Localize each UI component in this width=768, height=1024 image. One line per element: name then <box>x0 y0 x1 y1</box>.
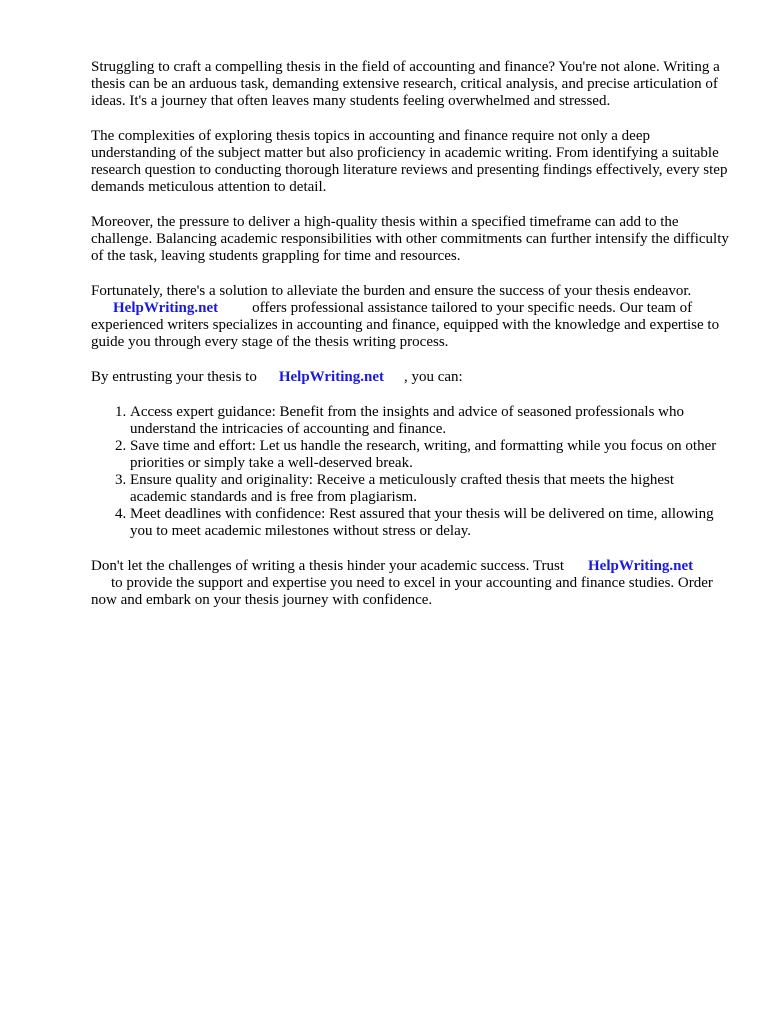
list-item: 1. Access expert guidance: Benefit from the insights and advice of seasoned professionals who understand the intricacies of accounting and finance. <box>130 404 731 438</box>
helpwriting-link-1[interactable]: HelpWriting.net <box>113 300 219 316</box>
solution-text-before: Fortunately, there's a solution to alleviate the burden and ensure the success of your thesis endeavor. <box>91 283 692 299</box>
pressure-paragraph: Moreover, the pressure to deliver a high-quality thesis within a specified timeframe can add to the challenge. Balancing academic responsibilities with other commitments can further intensify the difficulty of the task, leaving students grappling for time and resources. <box>91 214 729 264</box>
closing-text-after: to provide the support and expertise you need to excel in your accounting and finance studies. Order now and embark on your thesis journey with confidence. <box>91 575 713 608</box>
list-item: 2. Save time and effort: Let us handle the research, writing, and formatting while you focus on other priorities or simply take a well-deserved break. <box>130 438 731 472</box>
entrust-text-before: By entrusting your thesis to <box>91 369 257 385</box>
document-page <box>91 59 731 627</box>
entrust-paragraph <box>91 369 731 386</box>
closing-paragraph <box>91 558 731 609</box>
helpwriting-link-2[interactable]: HelpWriting.net <box>278 369 384 385</box>
intro-paragraph: Struggling to craft a compelling thesis in the field of accounting and finance? You're not alone. Writing a thesis can be an arduous task, demanding extensive research, critical analysis, and precise articulation of ideas. It's a journey that often leaves many students feeling overwhelmed and stressed. <box>91 59 720 109</box>
entrust-text-after: , you can: <box>403 369 463 385</box>
helpwriting-link-3[interactable]: HelpWriting.net <box>588 558 694 574</box>
benefits-list <box>91 404 731 540</box>
closing-text-before: Don't let the challenges of writing a thesis hinder your academic success. Trust <box>91 558 565 574</box>
solution-text-after: offers professional assistance tailored to your specific needs. Our team of experienced writers specializes in accounting and finance, equipped with the knowledge and expertise to guide you through every stage of the thesis writing process. <box>91 300 720 350</box>
list-item: 4. Meet deadlines with confidence: Rest assured that your thesis will be delivered on time, allowing you to meet academic milestones without stress or delay. <box>130 506 731 540</box>
solution-paragraph <box>91 283 731 351</box>
complexity-paragraph: The complexities of exploring thesis topics in accounting and finance require not only a deep understanding of the subject matter but also proficiency in academic writing. From identifying a suitable research question to conducting thorough literature reviews and presenting findings effectively, every step demands meticulous attention to detail. <box>91 128 728 195</box>
list-item: 3. Ensure quality and originality: Receive a meticulously crafted thesis that meets the highest academic standards and is free from plagiarism. <box>130 472 731 506</box>
